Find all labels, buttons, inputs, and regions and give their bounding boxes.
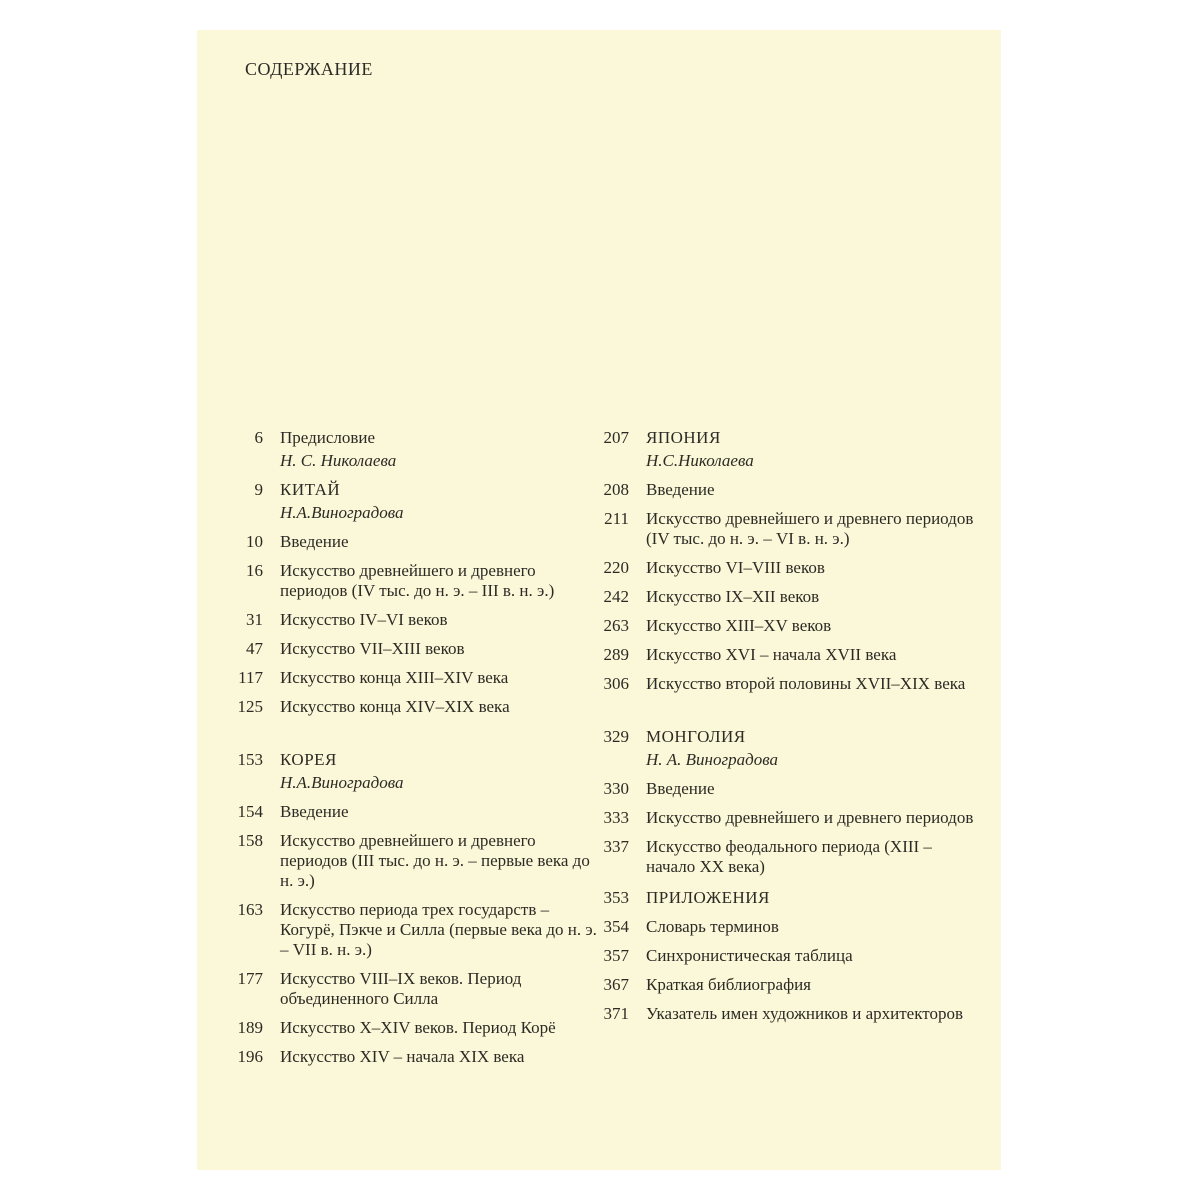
entry-title: Искусство VII–XIII веков — [280, 639, 465, 658]
toc-entry — [595, 480, 985, 500]
entry-title: Искусство древнейшего и древнего периодов — [646, 808, 974, 827]
toc-entry — [229, 969, 599, 1009]
entry-title: Искусство IV–VI веков — [280, 610, 448, 629]
toc-entry — [229, 610, 599, 630]
entry-title: Искусство X–XIV веков. Период Корё — [280, 1018, 556, 1037]
entry-author: Н. А. Виноградова — [646, 750, 778, 769]
toc-entry — [229, 802, 599, 822]
entry-title: Введение — [646, 480, 715, 499]
toc-section-korea — [229, 750, 599, 793]
page-number: 329 — [603, 727, 629, 746]
toc-entry — [229, 668, 599, 688]
toc-entry — [229, 697, 599, 717]
page-title: СОДЕРЖАНИЕ — [245, 59, 373, 79]
toc-entry — [595, 808, 985, 828]
entry-title: Искусство IX–XII веков — [646, 587, 820, 606]
page-number: 330 — [603, 779, 629, 798]
toc-section-appendices — [595, 888, 985, 908]
entry-author: Н.А.Виноградова — [280, 773, 404, 792]
page-number: 117 — [238, 668, 263, 687]
page-number: 153 — [237, 750, 263, 769]
page-number: 6 — [254, 428, 263, 447]
page-number: 353 — [603, 888, 629, 907]
entry-title: Искусство древнейшего и древнего периодов (IV тыс. до н. э. – III в. н. э.) — [280, 561, 555, 600]
entry-title: Искусство XIII–XV веков — [646, 616, 832, 635]
toc-section-japan — [595, 428, 985, 471]
toc-entry — [229, 561, 599, 601]
entry-title: Синхронистическая таблица — [646, 946, 853, 965]
entry-title: Искусство конца XIV–XIX века — [280, 697, 510, 716]
entry-title: Предисловие — [280, 428, 376, 447]
entry-title: Введение — [646, 779, 715, 798]
page-number: 337 — [603, 837, 629, 856]
toc-entry — [229, 831, 599, 891]
entry-title: Искусство конца XIII–XIV века — [280, 668, 509, 687]
page-number: 333 — [603, 808, 629, 827]
page-number: 9 — [254, 480, 263, 499]
entry-author: Н. С. Николаева — [280, 451, 397, 470]
page-number: 177 — [237, 969, 263, 988]
toc-entry — [229, 639, 599, 659]
page-number: 242 — [603, 587, 629, 606]
book-page — [197, 30, 1001, 1170]
toc-entry — [595, 946, 985, 966]
entry-title: Указатель имен художников и архитекторов — [646, 1004, 963, 1023]
toc-entry — [595, 616, 985, 636]
entry-title: Искусство VI–VIII веков — [646, 558, 825, 577]
page-number: 47 — [246, 639, 263, 658]
toc-entry — [229, 428, 599, 471]
page-number: 371 — [603, 1004, 629, 1023]
entry-title: Искусство древнейшего и древнего периодов (IV тыс. до н. э. – VI в. н. э.) — [646, 509, 974, 548]
section-title: КИТАЙ — [280, 480, 341, 499]
page-number: 354 — [603, 917, 629, 936]
entry-author: Н.С.Николаева — [646, 451, 754, 470]
toc-entry — [595, 975, 985, 995]
toc-entry — [595, 509, 985, 549]
page-number: 211 — [604, 509, 629, 528]
page-number: 207 — [603, 428, 629, 447]
page-number: 125 — [237, 697, 263, 716]
entry-title: Искусство второй половины XVII–XIX века — [646, 674, 966, 693]
page-number: 220 — [603, 558, 629, 577]
section-title: ЯПОНИЯ — [646, 428, 721, 447]
entry-title: Введение — [280, 802, 349, 821]
page-number: 10 — [246, 532, 263, 551]
toc-entry — [229, 1047, 599, 1067]
entry-title: Искусство VIII–IX веков. Период объединенного Силла — [280, 969, 522, 1008]
toc-entry — [229, 532, 599, 552]
page-number: 189 — [237, 1018, 263, 1037]
entry-title: Краткая библиография — [646, 975, 811, 994]
page-number: 154 — [237, 802, 263, 821]
page-number: 196 — [237, 1047, 263, 1066]
toc-entry — [595, 779, 985, 799]
toc-entry — [595, 1004, 985, 1024]
section-title: МОНГОЛИЯ — [646, 727, 746, 746]
toc-entry — [595, 674, 985, 694]
entry-title: Искусство периода трех государств – Когурё, Пэкче и Силла (первые века до н. э. – VII в. н. э.) — [280, 900, 597, 959]
toc-right-column — [595, 428, 985, 1033]
toc-entry — [229, 900, 599, 960]
toc-entry — [595, 558, 985, 578]
page-number: 163 — [237, 900, 263, 919]
toc-section-china — [229, 480, 599, 523]
page-number: 289 — [603, 645, 629, 664]
toc-entry — [229, 1018, 599, 1038]
entry-title: Искусство феодального периода (XIII – начало XX века) — [646, 837, 932, 876]
section-title: КОРЕЯ — [280, 750, 337, 769]
toc-entry — [595, 645, 985, 665]
entry-author: Н.А.Виноградова — [280, 503, 404, 522]
entry-title: Введение — [280, 532, 349, 551]
section-title: ПРИЛОЖЕНИЯ — [646, 888, 770, 907]
page-number: 208 — [603, 480, 629, 499]
toc-left-column — [229, 428, 599, 1076]
page-number: 306 — [603, 674, 629, 693]
page-number: 31 — [246, 610, 263, 629]
page-number: 367 — [603, 975, 629, 994]
toc-entry — [595, 917, 985, 937]
entry-title: Словарь терминов — [646, 917, 779, 936]
page-number: 263 — [603, 616, 629, 635]
entry-title: Искусство XVI – начала XVII века — [646, 645, 897, 664]
toc-entry — [595, 587, 985, 607]
entry-title: Искусство древнейшего и древнего периодов (III тыс. до н. э. – первые века до н. э.) — [280, 831, 590, 890]
page-number: 16 — [246, 561, 263, 580]
toc-entry — [595, 837, 985, 877]
toc-section-mongolia — [595, 727, 985, 770]
page-number: 158 — [237, 831, 263, 850]
entry-title: Искусство XIV – начала XIX века — [280, 1047, 525, 1066]
page-number: 357 — [603, 946, 629, 965]
